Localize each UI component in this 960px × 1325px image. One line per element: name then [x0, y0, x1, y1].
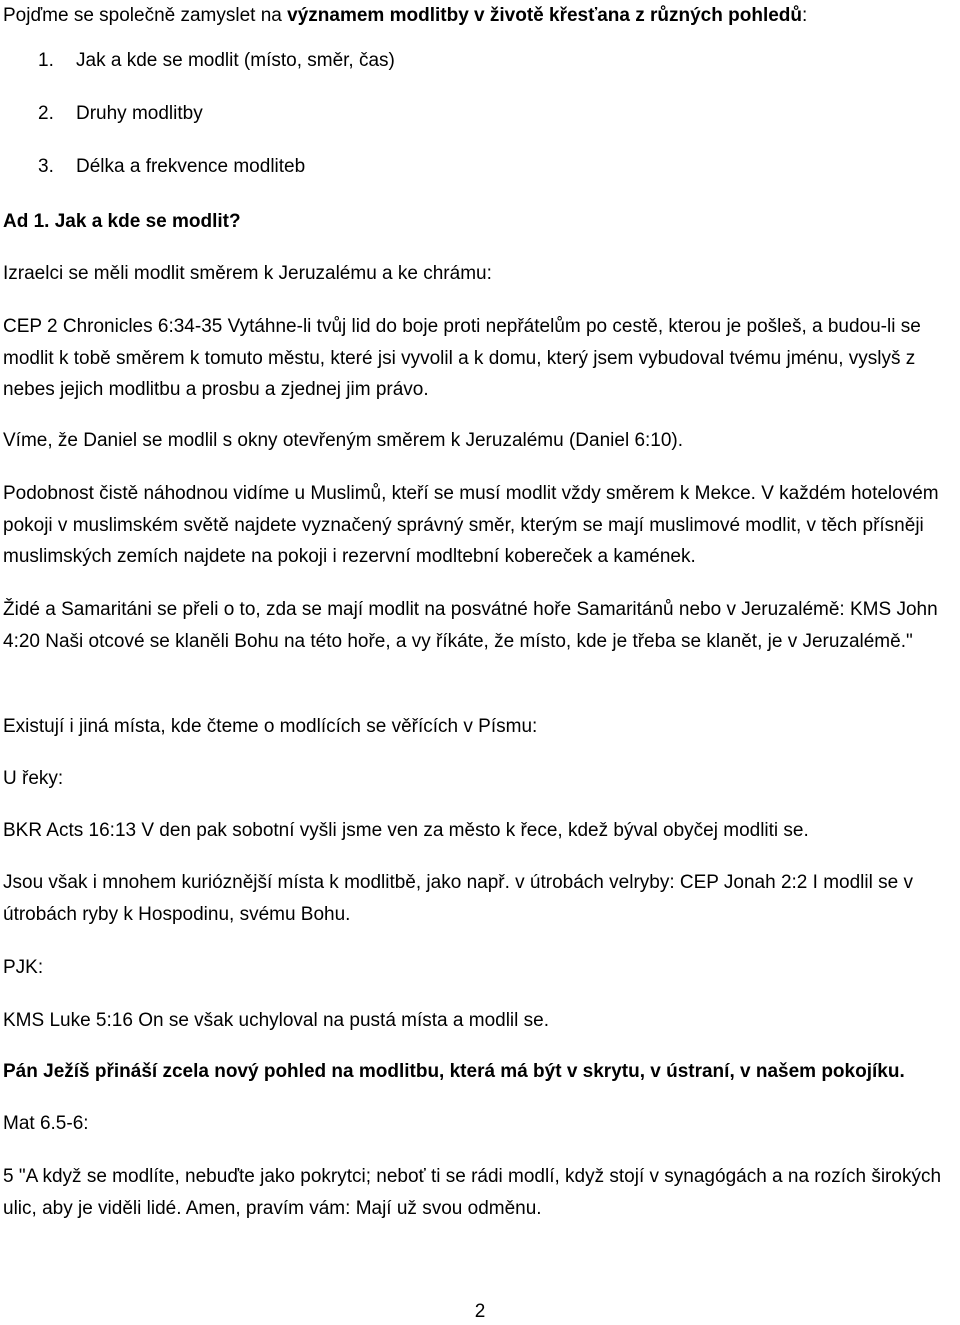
intro-paragraph	[3, 0, 943, 32]
list-item-text: Jak a kde se modlit (místo, směr, čas)	[76, 50, 395, 71]
paragraph: Židé a Samaritáni se přeli o to, zda se mají modlit na posvátné hoře Samaritánů nebo v Jeruzalémě: KMS John 4:20 Naši otcové se klaněli Bohu na této hoře, a vy říkáte, že místo, kde je třeba se klanět, je v Jeruzalémě."	[3, 599, 938, 652]
list-item-number: 2.	[38, 103, 54, 124]
intro-bold: významem modlitby v životě křesťana z různých pohledů	[287, 5, 803, 26]
paragraph: 5 "A když se modlíte, nebuďte jako pokrytci; neboť ti se rádi modlí, když stojí v synagógách a na rozích širokých ulic, aby je viděli lidé. Amen, pravím vám: Mají už svou odměnu.	[3, 1166, 942, 1219]
intro-prefix: Pojďme se společně zamyslet na	[3, 5, 288, 26]
paragraph: BKR Acts 16:13 V den pak sobotní vyšli jsme ven za město k řece, kdež býval obyčej modliti se.	[3, 820, 809, 841]
list-item	[38, 48, 395, 74]
list-item-number: 3.	[38, 156, 54, 177]
paragraph: CEP 2 Chronicles 6:34-35 Vytáhne-li tvůj lid do boje proti nepřátelům po cestě, kterou je pošleš, a budou-li se modlit k tobě směrem k tomuto městu, které jsi vyvolil a k domu, který jsem vybudoval tvému jménu, vyslyš z nebes jejich modlitbu a prosbu a zjednej jim právo.	[3, 316, 921, 400]
paragraph: Mat 6.5-6:	[3, 1113, 89, 1134]
paragraph: Podobnost čistě náhodnou vidíme u Muslimů, kteří se musí modlit vždy směrem k Mekce. V každém hotelovém pokoji v muslimském světě najdete vyznačený správný směr, kterým se mají muslimové modlit, v těch přísněji muslimských zemích najdete na pokoji i rezervní modltební kobereček a kamének.	[3, 483, 939, 567]
paragraph: Existují i jiná místa, kde čteme o modlících se věřících v Písmu:	[3, 716, 538, 737]
paragraph: Víme, že Daniel se modlil s okny otevřeným směrem k Jeruzalému (Daniel 6:10).	[3, 430, 684, 451]
list-item	[38, 154, 395, 180]
intro-suffix: :	[802, 5, 808, 26]
bold-paragraph: Pán Ježíš přináší zcela nový pohled na modlitbu, která má být v skrytu, v ústraní, v našem pokojíku.	[3, 1061, 905, 1082]
section-heading: Ad 1. Jak a kde se modlit?	[3, 211, 241, 232]
paragraph: PJK:	[3, 957, 44, 978]
list-item-number: 1.	[38, 50, 54, 71]
list-item-text: Druhy modlitby	[76, 103, 203, 124]
paragraph: Izraelci se měli modlit směrem k Jeruzalému a ke chrámu:	[3, 263, 492, 284]
paragraph: KMS Luke 5:16 On se však uchyloval na pustá místa a modlil se.	[3, 1010, 549, 1031]
paragraph: Jsou však i mnohem kurióznější místa k modlitbě, jako např. v útrobách velryby: CEP Jonah 2:2 I modlil se v útrobách ryby k Hospodinu, svému Bohu.	[3, 872, 913, 925]
paragraph: U řeky:	[3, 768, 64, 789]
list-item-text: Délka a frekvence modliteb	[76, 156, 306, 177]
outline-list	[38, 48, 395, 207]
list-item	[38, 101, 395, 127]
page-number: 2	[474, 1301, 486, 1322]
